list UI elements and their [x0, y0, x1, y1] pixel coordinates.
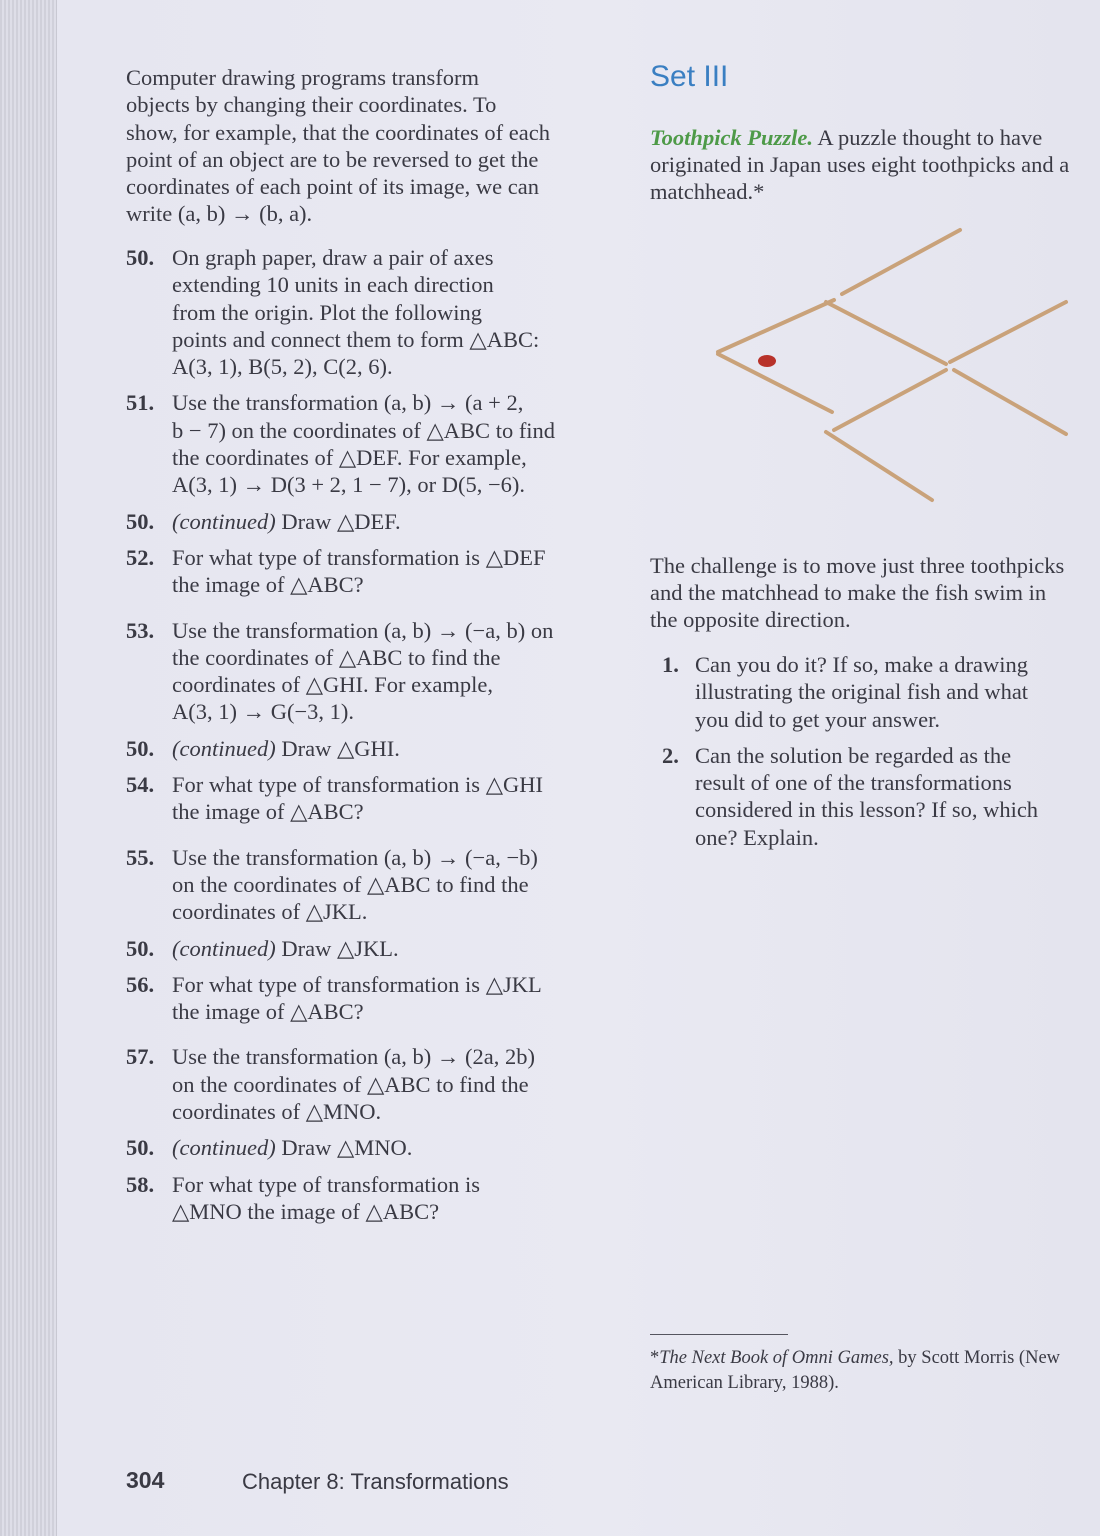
question-line: one? Explain.	[695, 824, 819, 850]
problem-line: A(3, 1) → D(3 + 2, 1 − 7), or D(5, −6).	[172, 472, 526, 498]
question-number: 2.	[662, 742, 679, 768]
question-1	[662, 651, 1100, 733]
question-line: illustrating the original fish and what	[695, 679, 1029, 705]
problem-line: extending 10 units in each direction	[172, 272, 494, 298]
problem-52	[126, 544, 608, 599]
problem-line: Draw △MNO.	[275, 1135, 413, 1161]
challenge-line: The challenge is to move just three toothpicks	[650, 553, 1065, 578]
problem-number: 51.	[126, 390, 155, 416]
footnote-line: American Library, 1988).	[650, 1373, 839, 1393]
problem-50-continued-mno	[126, 1134, 608, 1161]
question-line: you did to get your answer.	[695, 706, 940, 732]
footnote-book-title: The Next Book of Omni Games,	[659, 1348, 894, 1368]
problem-list	[126, 244, 608, 1225]
challenge-paragraph	[650, 552, 1100, 633]
toothpick-top-tail	[842, 230, 960, 294]
problem-number: 50.	[126, 735, 155, 761]
problem-54	[126, 771, 608, 826]
problem-number: 50.	[126, 1135, 155, 1161]
problem-line: b − 7) on the coordinates of △ABC to find	[172, 417, 556, 443]
matchhead	[758, 355, 776, 367]
question-number: 1.	[662, 652, 679, 677]
page-number: 304	[126, 1467, 165, 1493]
footnote-line: by Scott Morris (New	[893, 1348, 1061, 1368]
problem-line: For what type of transformation is	[172, 1171, 481, 1197]
question-line: considered in this lesson? If so, which	[695, 797, 1039, 823]
page-binding	[0, 0, 57, 1536]
challenge-line: and the matchhead to make the fish swim in	[650, 580, 1047, 605]
problem-line: coordinates of △MNO.	[172, 1099, 382, 1125]
footnote	[650, 1346, 1100, 1396]
toothpick-bottom-tail	[826, 432, 932, 500]
problem-number: 55.	[126, 844, 155, 870]
toothpick-lower-cross	[834, 370, 946, 430]
question-2	[662, 742, 1100, 851]
footnote-mark: *	[650, 1348, 660, 1368]
problem-number: 50.	[126, 935, 155, 961]
problem-line: On graph paper, draw a pair of axes	[172, 245, 494, 270]
problem-58	[126, 1171, 608, 1226]
problem-line: from the origin. Plot the following	[172, 299, 482, 325]
toothpick-fish-figure	[700, 218, 1100, 518]
problem-50-continued-jkl	[126, 935, 608, 962]
problem-line: Draw △GHI.	[275, 735, 400, 761]
problem-50	[126, 244, 608, 380]
problem-number: 58.	[126, 1171, 155, 1197]
question-list	[662, 651, 1100, 851]
problem-line: Use the transformation (a, b) → (2a, 2b)	[172, 1044, 536, 1070]
problem-number: 57.	[126, 1044, 155, 1070]
problem-number: 50.	[126, 508, 155, 534]
problem-line: For what type of transformation is △DEF	[172, 544, 546, 570]
problem-line: coordinates of △GHI. For example,	[172, 672, 493, 698]
question-line: Can you do it? If so, make a drawing	[695, 652, 1029, 677]
toothpick-upper-right-tail	[950, 302, 1066, 362]
question-line: Can the solution be regarded as the	[695, 742, 1012, 768]
puzzle-intro-line: originated in Japan uses eight toothpicks and a	[650, 152, 1070, 177]
problem-line: points and connect them to form △ABC:	[172, 326, 540, 352]
toothpick-head-upper	[718, 300, 834, 352]
toothpick-lower-right-tail	[954, 370, 1066, 434]
problem-number: 53.	[126, 617, 155, 643]
problem-number: 56.	[126, 971, 155, 997]
continued-label: (continued)	[172, 1135, 276, 1161]
challenge-line: the opposite direction.	[650, 607, 851, 632]
problem-line: Draw △DEF.	[275, 508, 401, 534]
problem-50-continued-def	[126, 508, 608, 535]
set-title: Set III	[650, 60, 729, 93]
problem-line: Draw △JKL.	[275, 935, 399, 961]
problem-line: A(3, 1) → G(−3, 1).	[172, 699, 355, 725]
problem-57	[126, 1043, 608, 1125]
intro-line: objects by changing their coordinates. To	[126, 92, 497, 118]
intro-line: point of an object are to be reversed to get the	[126, 146, 539, 172]
continued-label: (continued)	[172, 935, 276, 961]
puzzle-intro-line: A puzzle thought to have	[812, 125, 1043, 150]
intro-line: write (a, b) → (b, a).	[126, 201, 313, 227]
intro-paragraph	[126, 64, 608, 228]
problem-51	[126, 389, 608, 498]
problem-line: For what type of transformation is △JKL	[172, 971, 542, 997]
problem-line: For what type of transformation is △GHI	[172, 772, 543, 798]
problem-line: A(3, 1), B(5, 2), C(2, 6).	[172, 354, 393, 380]
intro-line: Computer drawing programs transform	[126, 65, 480, 90]
problem-line: the image of △ABC?	[172, 572, 364, 598]
question-line: result of one of the transformations	[695, 770, 1012, 796]
footnote-rule	[650, 1334, 788, 1335]
problem-line: the image of △ABC?	[172, 999, 364, 1025]
problem-line: the image of △ABC?	[172, 799, 364, 825]
intro-line: coordinates of each point of its image, we can	[126, 174, 539, 200]
chapter-title: Chapter 8: Transformations	[242, 1469, 509, 1494]
continued-label: (continued)	[172, 508, 276, 534]
problem-number: 54.	[126, 772, 155, 798]
problem-line: △MNO the image of △ABC?	[172, 1198, 440, 1224]
problem-line: on the coordinates of △ABC to find the	[172, 871, 529, 897]
problem-line: Use the transformation (a, b) → (−a, b) on	[172, 617, 554, 643]
continued-label: (continued)	[172, 735, 276, 761]
problem-number: 50.	[126, 245, 155, 270]
puzzle-title: Toothpick Puzzle.	[650, 125, 813, 150]
problem-line: coordinates of △JKL.	[172, 899, 368, 925]
problem-line: Use the transformation (a, b) → (−a, −b)	[172, 844, 538, 870]
puzzle-intro	[650, 124, 1100, 205]
problem-number: 52.	[126, 544, 155, 570]
puzzle-intro-line: matchhead.*	[650, 179, 765, 204]
problem-line: the coordinates of △DEF. For example,	[172, 445, 527, 471]
problem-53	[126, 617, 608, 726]
problem-55	[126, 844, 608, 926]
problem-line: on the coordinates of △ABC to find the	[172, 1071, 529, 1097]
problem-line: the coordinates of △ABC to find the	[172, 644, 501, 670]
problem-56	[126, 971, 608, 1026]
problem-line: Use the transformation (a, b) → (a + 2,	[172, 390, 524, 416]
toothpick-upper-cross	[826, 302, 946, 364]
intro-line: show, for example, that the coordinates of each	[126, 119, 551, 145]
problem-50-continued-ghi	[126, 735, 608, 762]
